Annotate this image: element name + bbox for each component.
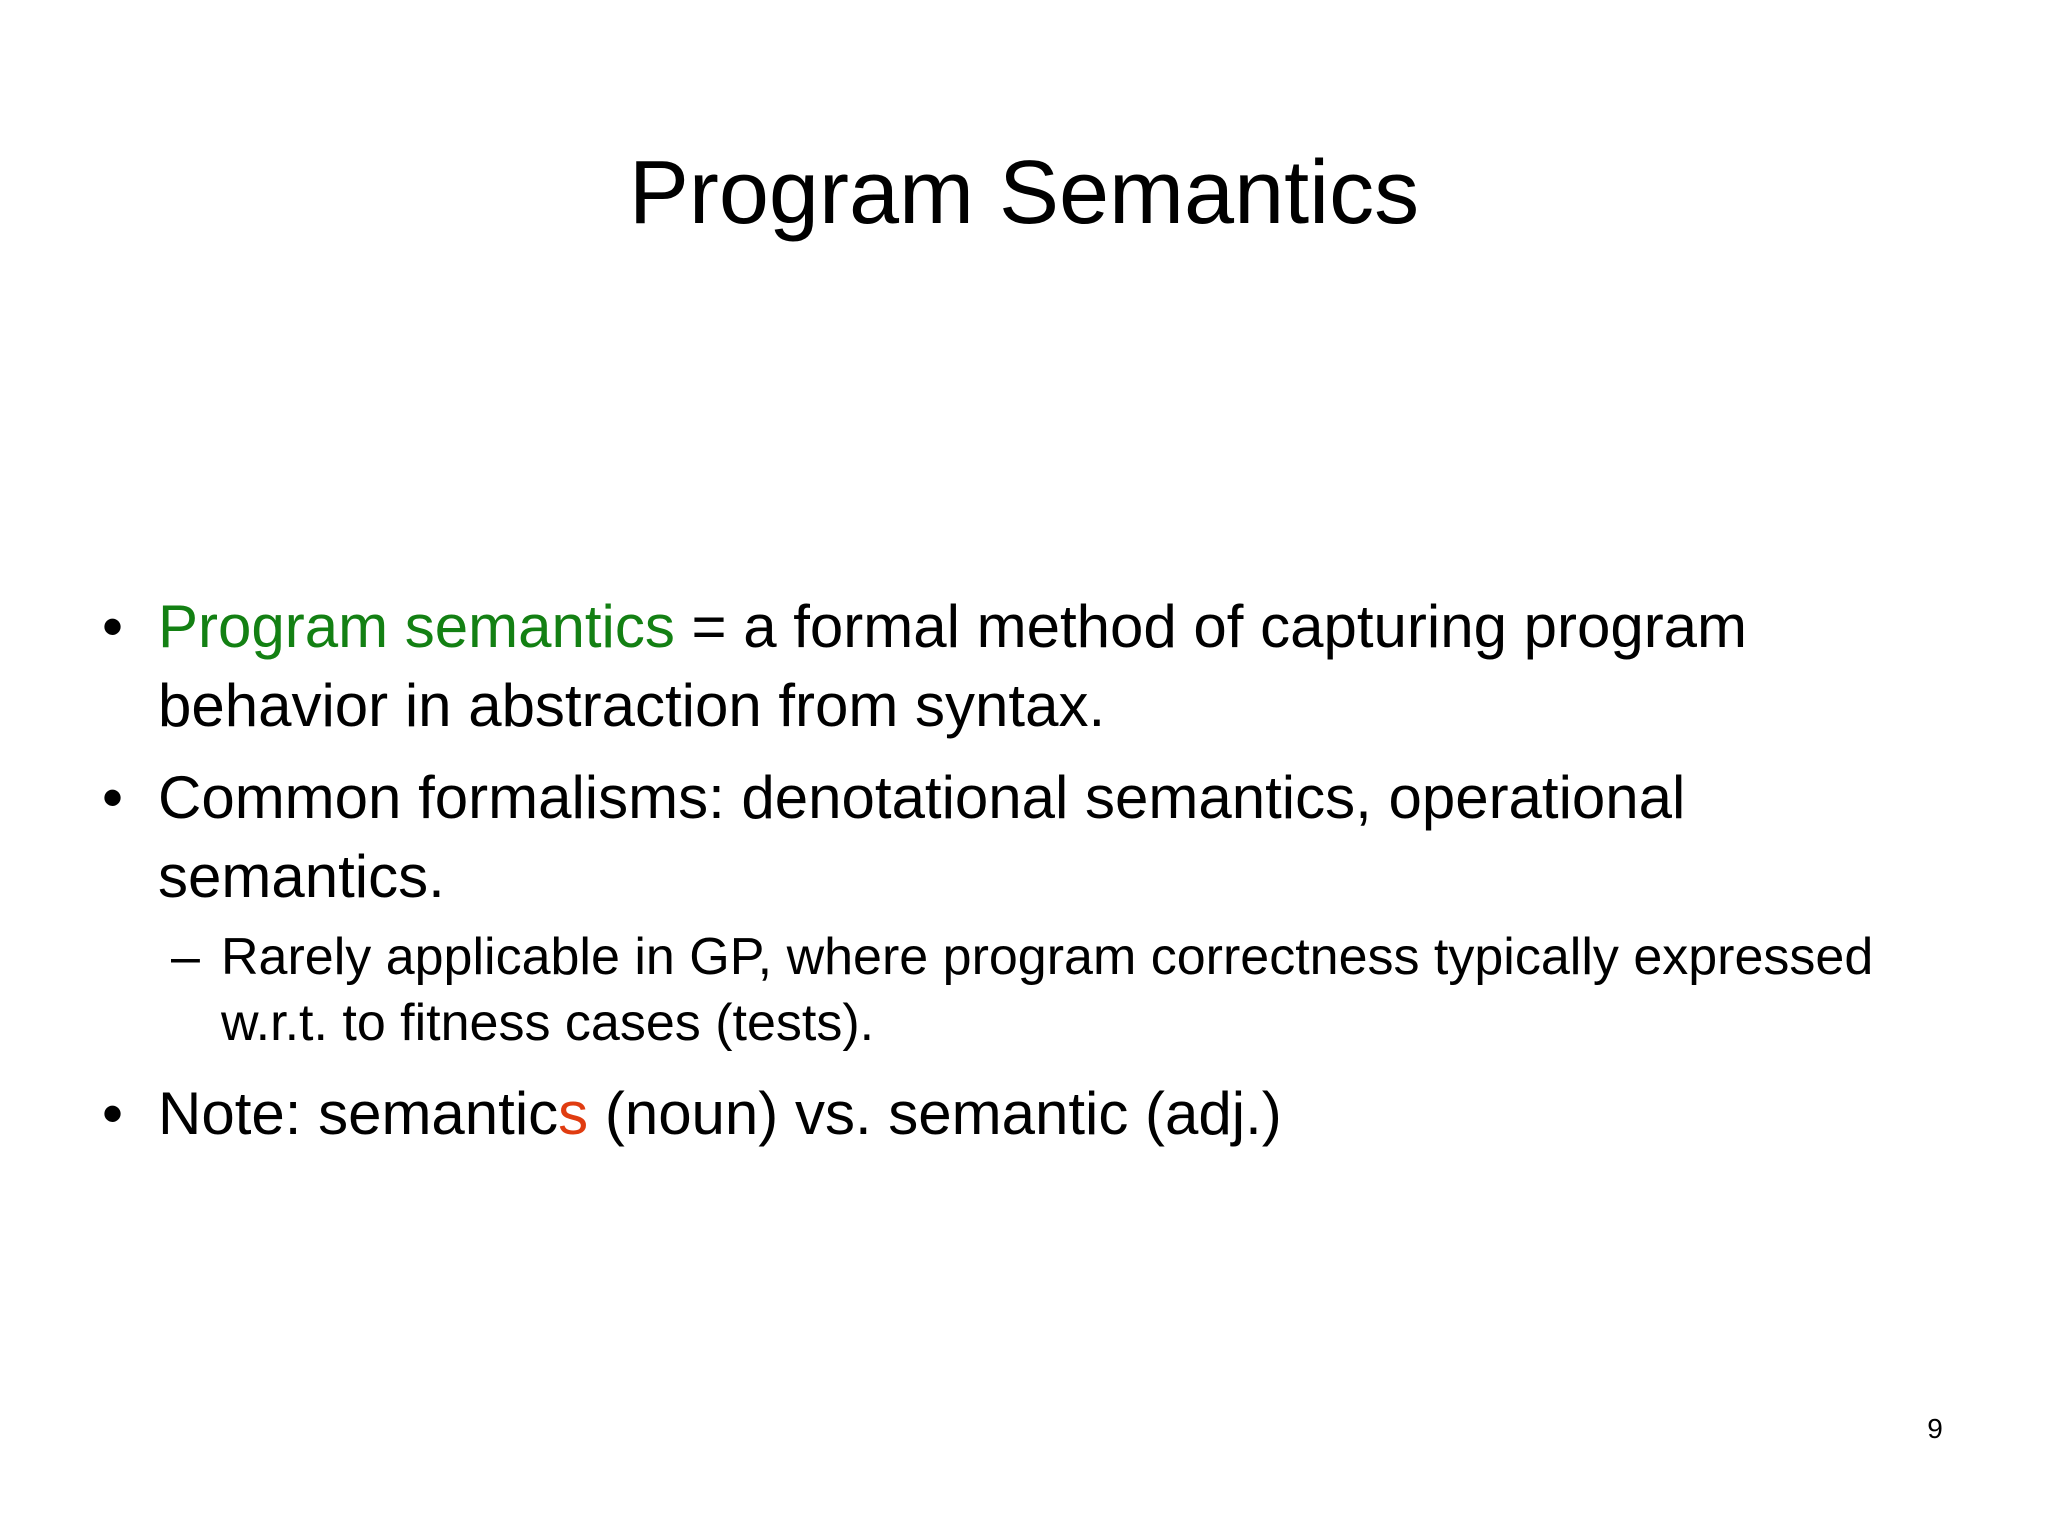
bullet-item-note	[102, 1074, 1918, 1153]
sub-bullet-text: Rarely applicable in GP, where program correctness typically expressed w.r.t. to fitness cases (tests).	[221, 928, 1874, 1052]
bullet-item-common-formalisms	[102, 758, 1918, 916]
bullet-text-prefix: Note: semantic	[158, 1080, 559, 1147]
bullet-marker: •	[102, 764, 124, 831]
bullet-item-program-semantics	[102, 587, 1918, 745]
bullet-text: Common formalisms: denotational semantics, operational semantics.	[158, 764, 1686, 910]
page-number: 9	[1927, 1413, 1943, 1444]
bullet-marker: •	[102, 593, 124, 660]
bullet-text: = a formal method of capturing program behavior in abstraction from syntax.	[158, 593, 1748, 739]
highlighted-letter: s	[558, 1080, 589, 1147]
sub-bullet-marker: –	[171, 928, 200, 986]
highlighted-term: Program semantics	[158, 593, 675, 660]
bullet-text-suffix: (noun) vs. semantic (adj.)	[588, 1080, 1282, 1147]
bullet-marker: •	[102, 1080, 124, 1147]
sub-bullet-item-gp-applicability	[171, 924, 1921, 1056]
slide-title: Program Semantics	[628, 143, 1420, 243]
